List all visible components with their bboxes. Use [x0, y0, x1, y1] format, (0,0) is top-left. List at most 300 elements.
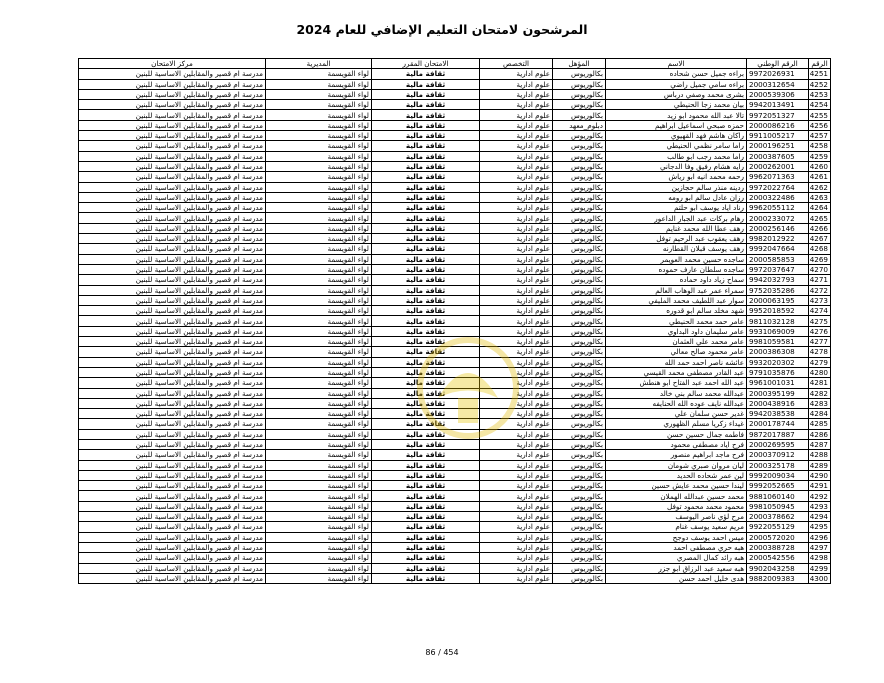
cell-seq: 4298	[809, 553, 831, 563]
cell-seq: 4263	[809, 192, 831, 202]
cell-qualification: بكالوريوس	[553, 491, 606, 501]
cell-qualification: بكالوريوس	[553, 141, 606, 151]
cell-exam: ثقافة مالية	[372, 532, 480, 542]
table-row	[79, 460, 831, 470]
cell-specialty: علوم ادارية	[480, 388, 553, 398]
cell-exam: ثقافة مالية	[372, 285, 480, 295]
table-row	[79, 306, 831, 316]
table-row	[79, 501, 831, 511]
cell-specialty: علوم ادارية	[480, 161, 553, 171]
table-header-row	[79, 59, 831, 69]
cell-exam: ثقافة مالية	[372, 69, 480, 79]
cell-name: عبد القادر مصطفى محمد القيسي	[606, 367, 747, 377]
cell-specialty: علوم ادارية	[480, 542, 553, 552]
cell-seq: 4269	[809, 254, 831, 264]
cell-qualification: بكالوريوس	[553, 398, 606, 408]
cell-national-id: 2000572020	[747, 532, 809, 542]
cell-directorate: لواء القويسمة	[266, 398, 372, 408]
table-row	[79, 295, 831, 305]
cell-specialty: علوم ادارية	[480, 512, 553, 522]
cell-directorate: لواء القويسمة	[266, 295, 372, 305]
cell-specialty: علوم ادارية	[480, 470, 553, 480]
cell-national-id: 9942032793	[747, 275, 809, 285]
cell-directorate: لواء القويسمة	[266, 367, 372, 377]
table-row	[79, 347, 831, 357]
cell-exam: ثقافة مالية	[372, 192, 480, 202]
cell-name: عبد الله احمد عبد الفتاح ابو هنطش	[606, 378, 747, 388]
cell-exam-center: مدرسة ام قصير والمقابلين الاساسية للبنين	[79, 573, 266, 583]
cell-seq: 4254	[809, 100, 831, 110]
cell-specialty: علوم ادارية	[480, 120, 553, 130]
cell-exam-center: مدرسة ام قصير والمقابلين الاساسية للبنين	[79, 357, 266, 367]
page-number: 86 / 454	[425, 648, 459, 657]
cell-directorate: لواء القويسمة	[266, 192, 372, 202]
cell-seq: 4272	[809, 285, 831, 295]
cell-specialty: علوم ادارية	[480, 501, 553, 511]
cell-directorate: لواء القويسمة	[266, 429, 372, 439]
table-row	[79, 316, 831, 326]
cell-qualification: بكالوريوس	[553, 450, 606, 460]
cell-specialty: علوم ادارية	[480, 398, 553, 408]
cell-seq: 4258	[809, 141, 831, 151]
table-row	[79, 172, 831, 182]
table-row	[79, 573, 831, 583]
cell-qualification: بكالوريوس	[553, 295, 606, 305]
cell-qualification: دبلوم_معهد	[553, 120, 606, 130]
cell-seq: 4299	[809, 563, 831, 573]
cell-name: عامر حمد محمد الحنيطي	[606, 316, 747, 326]
cell-name: عائشه ناصر احمد حمد الله	[606, 357, 747, 367]
table-row	[79, 542, 831, 552]
cell-directorate: لواء القويسمة	[266, 460, 372, 470]
cell-seq: 4252	[809, 79, 831, 89]
cell-seq: 4281	[809, 378, 831, 388]
cell-qualification: بكالوريوس	[553, 131, 606, 141]
cell-seq: 4253	[809, 89, 831, 99]
cell-name: رزان عادل سالم ابو رومه	[606, 192, 747, 202]
cell-national-id: 9911005217	[747, 131, 809, 141]
cell-specialty: علوم ادارية	[480, 419, 553, 429]
cell-directorate: لواء القويسمة	[266, 450, 372, 460]
cell-national-id: 2000256146	[747, 223, 809, 233]
cell-directorate: لواء القويسمة	[266, 306, 372, 316]
cell-qualification: بكالوريوس	[553, 378, 606, 388]
cell-specialty: علوم ادارية	[480, 316, 553, 326]
cell-national-id: 9972051327	[747, 110, 809, 120]
cell-exam: ثقافة مالية	[372, 182, 480, 192]
cell-specialty: علوم ادارية	[480, 131, 553, 141]
cell-directorate: لواء القويسمة	[266, 439, 372, 449]
cell-national-id: 2000378662	[747, 512, 809, 522]
cell-name: راكان هاشم فهد القهيوي	[606, 131, 747, 141]
cell-directorate: لواء القويسمة	[266, 254, 372, 264]
cell-name: عامر سليمان داود البداوي	[606, 326, 747, 336]
cell-exam: ثقافة مالية	[372, 120, 480, 130]
cell-seq: 4297	[809, 542, 831, 552]
cell-seq: 4280	[809, 367, 831, 377]
cell-name: حمزه صبحي اسماعيل ابراهيم	[606, 120, 747, 130]
page-title: المرشحون لامتحان التعليم الإضافي للعام 2024	[296, 22, 588, 37]
table-row	[79, 223, 831, 233]
cell-exam-center: مدرسة ام قصير والمقابلين الاساسية للبنين	[79, 553, 266, 563]
cell-exam: ثقافة مالية	[372, 388, 480, 398]
cell-name: عامر محمد علي العثمان	[606, 337, 747, 347]
cell-qualification: بكالوريوس	[553, 501, 606, 511]
cell-exam-center: مدرسة ام قصير والمقابلين الاساسية للبنين	[79, 326, 266, 336]
cell-seq: 4295	[809, 522, 831, 532]
cell-qualification: بكالوريوس	[553, 542, 606, 552]
cell-directorate: لواء القويسمة	[266, 161, 372, 171]
cell-exam: ثقافة مالية	[372, 398, 480, 408]
cell-exam: ثقافة مالية	[372, 460, 480, 470]
cell-exam-center: مدرسة ام قصير والمقابلين الاساسية للبنين	[79, 79, 266, 89]
cell-name: ردينه منذر سالم حجازين	[606, 182, 747, 192]
cell-specialty: علوم ادارية	[480, 264, 553, 274]
cell-directorate: لواء القويسمة	[266, 244, 372, 254]
cell-name: بشرى محمد وصفي درباس	[606, 89, 747, 99]
cell-name: ليندا حسين محمد عايش حسين	[606, 481, 747, 491]
table-row	[79, 69, 831, 79]
cell-qualification: بكالوريوس	[553, 100, 606, 110]
cell-exam: ثقافة مالية	[372, 326, 480, 336]
cell-exam-center: مدرسة ام قصير والمقابلين الاساسية للبنين	[79, 110, 266, 120]
cell-name: سماح زياد داود حماده	[606, 275, 747, 285]
cell-directorate: لواء القويسمة	[266, 89, 372, 99]
cell-qualification: بكالوريوس	[553, 110, 606, 120]
cell-specialty: علوم ادارية	[480, 89, 553, 99]
cell-qualification: بكالوريوس	[553, 316, 606, 326]
cell-qualification: بكالوريوس	[553, 573, 606, 583]
header-qualification: المؤهل	[553, 59, 606, 69]
cell-qualification: بكالوريوس	[553, 172, 606, 182]
cell-exam: ثقافة مالية	[372, 409, 480, 419]
cell-qualification: بكالوريوس	[553, 161, 606, 171]
cell-exam: ثقافة مالية	[372, 89, 480, 99]
cell-exam-center: مدرسة ام قصير والمقابلين الاساسية للبنين	[79, 254, 266, 264]
cell-specialty: علوم ادارية	[480, 522, 553, 532]
cell-directorate: لواء القويسمة	[266, 264, 372, 274]
table-row	[79, 203, 831, 213]
cell-specialty: علوم ادارية	[480, 295, 553, 305]
cell-specialty: علوم ادارية	[480, 326, 553, 336]
table-row	[79, 522, 831, 532]
cell-name: هدى خليل احمد حسن	[606, 573, 747, 583]
table-row	[79, 285, 831, 295]
cell-name: رهام بركات عبد الجبار الداعور	[606, 213, 747, 223]
cell-name: عامر محمود صالح معالي	[606, 347, 747, 357]
cell-seq: 4296	[809, 532, 831, 542]
cell-specialty: علوم ادارية	[480, 306, 553, 316]
cell-qualification: بكالوريوس	[553, 213, 606, 223]
cell-name: رناد اياد يوسف ابو حلتم	[606, 203, 747, 213]
cell-national-id: 9881060140	[747, 491, 809, 501]
cell-directorate: لواء القويسمة	[266, 69, 372, 79]
cell-exam: ثقافة مالية	[372, 429, 480, 439]
cell-exam: ثقافة مالية	[372, 367, 480, 377]
cell-exam-center: مدرسة ام قصير والمقابلين الاساسية للبنين	[79, 337, 266, 347]
cell-name: محمود محمد محمود توفل	[606, 501, 747, 511]
table-row	[79, 79, 831, 89]
table-row	[79, 553, 831, 563]
cell-specialty: علوم ادارية	[480, 357, 553, 367]
cell-qualification: بكالوريوس	[553, 326, 606, 336]
cell-name: براءه جميل حسن شحاده	[606, 69, 747, 79]
cell-exam: ثقافة مالية	[372, 100, 480, 110]
cell-exam-center: مدرسة ام قصير والمقابلين الاساسية للبنين	[79, 491, 266, 501]
cell-seq: 4291	[809, 481, 831, 491]
cell-directorate: لواء القويسمة	[266, 419, 372, 429]
cell-national-id: 9981059581	[747, 337, 809, 347]
cell-directorate: لواء القويسمة	[266, 223, 372, 233]
cell-specialty: علوم ادارية	[480, 563, 553, 573]
cell-specialty: علوم ادارية	[480, 254, 553, 264]
cell-specialty: علوم ادارية	[480, 69, 553, 79]
cell-name: ساجده حسين محمد العويمر	[606, 254, 747, 264]
cell-qualification: بكالوريوس	[553, 481, 606, 491]
cell-seq: 4289	[809, 460, 831, 470]
cell-seq: 4264	[809, 203, 831, 213]
cell-exam: ثقافة مالية	[372, 203, 480, 213]
cell-exam: ثقافة مالية	[372, 337, 480, 347]
cell-directorate: لواء القويسمة	[266, 203, 372, 213]
cell-exam: ثقافة مالية	[372, 491, 480, 501]
cell-directorate: لواء القويسمة	[266, 110, 372, 120]
cell-qualification: بكالوريوس	[553, 470, 606, 480]
cell-national-id: 2000178744	[747, 419, 809, 429]
cell-directorate: لواء القويسمة	[266, 357, 372, 367]
cell-seq: 4276	[809, 326, 831, 336]
table-row	[79, 481, 831, 491]
cell-exam: ثقافة مالية	[372, 501, 480, 511]
cell-national-id: 9942013491	[747, 100, 809, 110]
cell-specialty: علوم ادارية	[480, 100, 553, 110]
cell-specialty: علوم ادارية	[480, 481, 553, 491]
cell-exam: ثقافة مالية	[372, 563, 480, 573]
cell-qualification: بكالوريوس	[553, 532, 606, 542]
cell-qualification: بكالوريوس	[553, 522, 606, 532]
cell-exam-center: مدرسة ام قصير والمقابلين الاساسية للبنين	[79, 409, 266, 419]
cell-specialty: علوم ادارية	[480, 450, 553, 460]
cell-directorate: لواء القويسمة	[266, 79, 372, 89]
table-row	[79, 264, 831, 274]
cell-qualification: بكالوريوس	[553, 285, 606, 295]
cell-exam: ثقافة مالية	[372, 275, 480, 285]
cell-name: فاطمه جمال حسين حسن	[606, 429, 747, 439]
cell-exam: ثقافة مالية	[372, 542, 480, 552]
table-row	[79, 357, 831, 367]
cell-directorate: لواء القويسمة	[266, 409, 372, 419]
cell-seq: 4267	[809, 234, 831, 244]
cell-seq: 4288	[809, 450, 831, 460]
cell-qualification: بكالوريوس	[553, 89, 606, 99]
cell-specialty: علوم ادارية	[480, 347, 553, 357]
cell-exam: ثقافة مالية	[372, 172, 480, 182]
header-seq: الرقم	[809, 59, 831, 69]
cell-name: رهف يوسف قبلان القطارنه	[606, 244, 747, 254]
cell-exam-center: مدرسة ام قصير والمقابلين الاساسية للبنين	[79, 481, 266, 491]
cell-qualification: بكالوريوس	[553, 367, 606, 377]
table-row	[79, 512, 831, 522]
cell-name: ساجده سلطان عارف حموده	[606, 264, 747, 274]
cell-exam: ثقافة مالية	[372, 553, 480, 563]
cell-directorate: لواء القويسمة	[266, 532, 372, 542]
cell-directorate: لواء القويسمة	[266, 491, 372, 501]
cell-directorate: لواء القويسمة	[266, 151, 372, 161]
cell-seq: 4260	[809, 161, 831, 171]
cell-directorate: لواء القويسمة	[266, 522, 372, 532]
cell-qualification: بكالوريوس	[553, 460, 606, 470]
cell-exam-center: مدرسة ام قصير والمقابلين الاساسية للبنين	[79, 172, 266, 182]
cell-seq: 4293	[809, 501, 831, 511]
cell-national-id: 2000387605	[747, 151, 809, 161]
cell-qualification: بكالوريوس	[553, 244, 606, 254]
cell-directorate: لواء القويسمة	[266, 563, 372, 573]
cell-exam: ثقافة مالية	[372, 264, 480, 274]
cell-exam-center: مدرسة ام قصير والمقابلين الاساسية للبنين	[79, 419, 266, 429]
cell-exam-center: مدرسة ام قصير والمقابلين الاساسية للبنين	[79, 460, 266, 470]
cell-name: محمد حسين عبدالله الهملان	[606, 491, 747, 501]
cell-seq: 4259	[809, 151, 831, 161]
cell-national-id: 9992047664	[747, 244, 809, 254]
header-national-id: الرقم الوطني	[747, 59, 809, 69]
cell-specialty: علوم ادارية	[480, 553, 553, 563]
cell-exam: ثقافة مالية	[372, 481, 480, 491]
cell-name: رايه هشام رفيق وفا الدجاني	[606, 161, 747, 171]
cell-specialty: علوم ادارية	[480, 275, 553, 285]
cell-specialty: علوم ادارية	[480, 409, 553, 419]
cell-name: سمراء عمر عبد الوهاب العالم	[606, 285, 747, 295]
cell-qualification: بكالوريوس	[553, 563, 606, 573]
cell-specialty: علوم ادارية	[480, 79, 553, 89]
cell-exam-center: مدرسة ام قصير والمقابلين الاساسية للبنين	[79, 306, 266, 316]
table-row	[79, 419, 831, 429]
cell-specialty: علوم ادارية	[480, 110, 553, 120]
cell-directorate: لواء القويسمة	[266, 378, 372, 388]
cell-specialty: علوم ادارية	[480, 491, 553, 501]
cell-directorate: لواء القويسمة	[266, 275, 372, 285]
table-row	[79, 429, 831, 439]
cell-specialty: علوم ادارية	[480, 378, 553, 388]
cell-name: ميس احمد يوسف دوجح	[606, 532, 747, 542]
cell-directorate: لواء القويسمة	[266, 501, 372, 511]
cell-exam-center: مدرسة ام قصير والمقابلين الاساسية للبنين	[79, 182, 266, 192]
cell-seq: 4284	[809, 409, 831, 419]
cell-specialty: علوم ادارية	[480, 223, 553, 233]
cell-qualification: بكالوريوس	[553, 264, 606, 274]
cell-exam-center: مدرسة ام قصير والمقابلين الاساسية للبنين	[79, 69, 266, 79]
cell-qualification: بكالوريوس	[553, 553, 606, 563]
cell-national-id: 9902043258	[747, 563, 809, 573]
cell-seq: 4287	[809, 439, 831, 449]
cell-national-id: 9752035286	[747, 285, 809, 295]
cell-exam: ثقافة مالية	[372, 522, 480, 532]
table-row	[79, 131, 831, 141]
cell-seq: 4262	[809, 182, 831, 192]
cell-directorate: لواء القويسمة	[266, 326, 372, 336]
cell-exam: ثقافة مالية	[372, 254, 480, 264]
cell-name: فرح اياد مصطفى محمود	[606, 439, 747, 449]
cell-national-id: 9942038538	[747, 409, 809, 419]
table-row	[79, 161, 831, 171]
cell-exam-center: مدرسة ام قصير والمقابلين الاساسية للبنين	[79, 532, 266, 542]
cell-specialty: علوم ادارية	[480, 429, 553, 439]
cell-national-id: 9791035876	[747, 367, 809, 377]
cell-exam: ثقافة مالية	[372, 131, 480, 141]
table-row	[79, 254, 831, 264]
cell-exam: ثقافة مالية	[372, 213, 480, 223]
cell-seq: 4255	[809, 110, 831, 120]
candidates-table	[78, 58, 831, 584]
cell-seq: 4270	[809, 264, 831, 274]
cell-name: غدير حسن سلمان علي	[606, 409, 747, 419]
cell-exam-center: مدرسة ام قصير والمقابلين الاساسية للبنين	[79, 439, 266, 449]
table-row	[79, 450, 831, 460]
cell-name: غيداء زكريا مسلم الظهوري	[606, 419, 747, 429]
cell-name: سوار عبد اللطيف محمد المليفي	[606, 295, 747, 305]
cell-qualification: بكالوريوس	[553, 419, 606, 429]
cell-directorate: لواء القويسمة	[266, 388, 372, 398]
cell-directorate: لواء القويسمة	[266, 470, 372, 480]
cell-exam-center: مدرسة ام قصير والمقابلين الاساسية للبنين	[79, 542, 266, 552]
cell-seq: 4271	[809, 275, 831, 285]
table-row	[79, 151, 831, 161]
cell-exam-center: مدرسة ام قصير والمقابلين الاساسية للبنين	[79, 203, 266, 213]
cell-seq: 4292	[809, 491, 831, 501]
table-row	[79, 110, 831, 120]
cell-directorate: لواء القويسمة	[266, 234, 372, 244]
cell-seq: 4256	[809, 120, 831, 130]
cell-specialty: علوم ادارية	[480, 285, 553, 295]
cell-exam-center: مدرسة ام قصير والمقابلين الاساسية للبنين	[79, 234, 266, 244]
cell-specialty: علوم ادارية	[480, 234, 553, 244]
cell-seq: 4273	[809, 295, 831, 305]
cell-exam: ثقافة مالية	[372, 306, 480, 316]
cell-exam: ثقافة مالية	[372, 573, 480, 583]
cell-qualification: بكالوريوس	[553, 254, 606, 264]
cell-qualification: بكالوريوس	[553, 429, 606, 439]
cell-national-id: 2000438916	[747, 398, 809, 408]
cell-specialty: علوم ادارية	[480, 141, 553, 151]
cell-exam-center: مدرسة ام قصير والمقابلين الاساسية للبنين	[79, 223, 266, 233]
cell-directorate: لواء القويسمة	[266, 542, 372, 552]
cell-exam: ثقافة مالية	[372, 244, 480, 254]
cell-seq: 4251	[809, 69, 831, 79]
cell-name: تالا عبد الله محمود ابو زيد	[606, 110, 747, 120]
cell-specialty: علوم ادارية	[480, 337, 553, 347]
cell-specialty: علوم ادارية	[480, 172, 553, 182]
cell-national-id: 9972026931	[747, 69, 809, 79]
cell-qualification: بكالوريوس	[553, 388, 606, 398]
cell-directorate: لواء القويسمة	[266, 182, 372, 192]
cell-qualification: بكالوريوس	[553, 306, 606, 316]
cell-exam-center: مدرسة ام قصير والمقابلين الاساسية للبنين	[79, 429, 266, 439]
cell-qualification: بكالوريوس	[553, 409, 606, 419]
table-row	[79, 491, 831, 501]
cell-name: براءه سامي جميل راضي	[606, 79, 747, 89]
cell-exam-center: مدرسة ام قصير والمقابلين الاساسية للبنين	[79, 100, 266, 110]
cell-exam-center: مدرسة ام قصير والمقابلين الاساسية للبنين	[79, 264, 266, 274]
cell-specialty: علوم ادارية	[480, 182, 553, 192]
table-row	[79, 409, 831, 419]
cell-qualification: بكالوريوس	[553, 69, 606, 79]
cell-specialty: علوم ادارية	[480, 532, 553, 542]
cell-national-id: 2000269595	[747, 439, 809, 449]
cell-name: هبه حري مصطفى احمد	[606, 542, 747, 552]
cell-specialty: علوم ادارية	[480, 203, 553, 213]
cell-name: رهف يعقوب عبد الرحيم توفل	[606, 234, 747, 244]
table-row	[79, 213, 831, 223]
cell-qualification: بكالوريوس	[553, 275, 606, 285]
